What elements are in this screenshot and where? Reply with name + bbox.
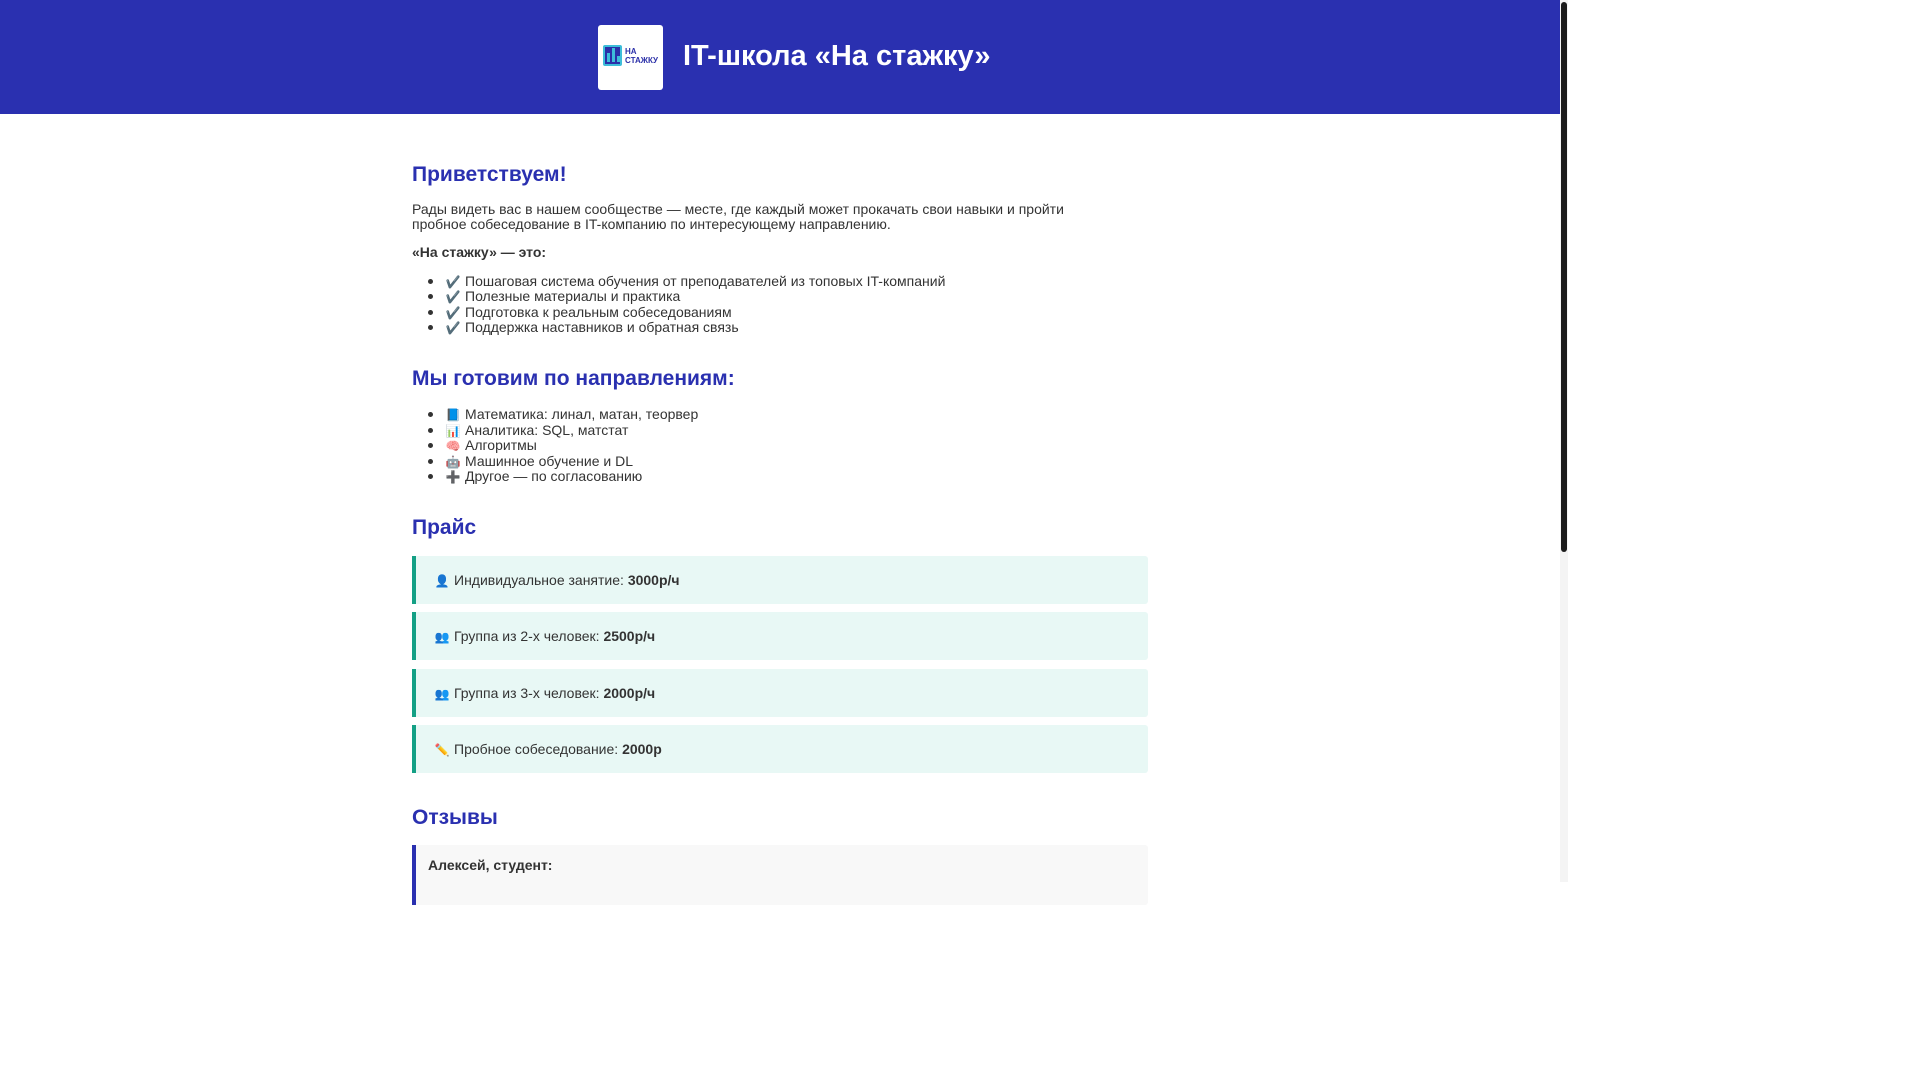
brain-icon: 🧠 <box>445 439 461 453</box>
pricing-heading: Прайс <box>412 516 477 539</box>
price-card-individual <box>412 556 1148 604</box>
site-title: IT-школа «На стажку» <box>683 40 991 72</box>
group-icon: 👥 <box>434 687 450 701</box>
site-header <box>0 0 1560 114</box>
price-value: 3000р/ч <box>627 572 680 588</box>
check-icon: ✔️ <box>445 275 461 289</box>
price-label: Пробное собеседование: <box>454 741 623 757</box>
scrollbar-thumb[interactable] <box>1561 2 1567 552</box>
price-card-group-3 <box>412 669 1148 717</box>
book-icon: 📘 <box>445 408 461 422</box>
direction-item: 🤖 Машинное обучение и DL <box>445 453 633 469</box>
plus-icon: ➕ <box>445 470 461 484</box>
page-scrollbar[interactable] <box>1560 0 1568 882</box>
price-label: Группа из 3-х человек: <box>454 685 604 701</box>
price-value: 2000р <box>622 741 662 757</box>
price-card-mock-interview <box>412 725 1148 773</box>
directions-heading: Мы готовим по направлениям: <box>412 367 735 390</box>
price-value: 2000р/ч <box>603 685 656 701</box>
direction-item: 🧠 Алгоритмы <box>445 437 537 453</box>
direction-item: ➕ Другое — по согласованию <box>445 468 643 484</box>
feature-item: ✔️ Пошаговая система обучения от преподавателей из топовых IT-компаний <box>445 273 946 289</box>
direction-item: 📊 Аналитика: SQL, матстат <box>445 422 629 438</box>
check-icon: ✔️ <box>445 306 461 320</box>
feature-item: ✔️ Полезные материалы и практика <box>445 288 681 304</box>
bar-chart-icon: 📊 <box>445 424 461 438</box>
pencil-icon: ✏️ <box>434 743 450 757</box>
review-author: Алексей, студент: <box>428 857 553 873</box>
price-label: Индивидуальное занятие: <box>454 572 628 588</box>
feature-item: ✔️ Подготовка к реальным собеседованиям <box>445 304 732 320</box>
check-icon: ✔️ <box>445 321 461 335</box>
direction-item: 📘 Математика: линал, матан, теорвер <box>445 406 699 422</box>
price-label: Группа из 2-х человек: <box>454 628 604 644</box>
welcome-text: Рады видеть вас в нашем сообществе — месте, где каждый может прокачать свои навыки и пройти пробное собеседование в IT-компанию по интересующему направлению. <box>412 201 1064 232</box>
price-card-group-2 <box>412 612 1148 660</box>
group-icon: 👥 <box>434 630 450 644</box>
logo-wordmark: НА СТАЖКУ <box>625 47 659 65</box>
feature-item: ✔️ Поддержка наставников и обратная связь <box>445 319 739 335</box>
price-value: 2500р/ч <box>603 628 656 644</box>
reviews-heading: Отзывы <box>412 806 498 829</box>
person-icon: 👤 <box>434 574 450 588</box>
school-logo[interactable] <box>598 25 663 90</box>
features-intro: «На стажку» — это: <box>412 244 547 260</box>
robot-icon: 🤖 <box>445 455 461 469</box>
building-chart-icon <box>603 45 622 66</box>
review-card <box>412 845 1148 905</box>
welcome-heading: Приветствуем! <box>412 163 567 186</box>
check-icon: ✔️ <box>445 290 461 304</box>
